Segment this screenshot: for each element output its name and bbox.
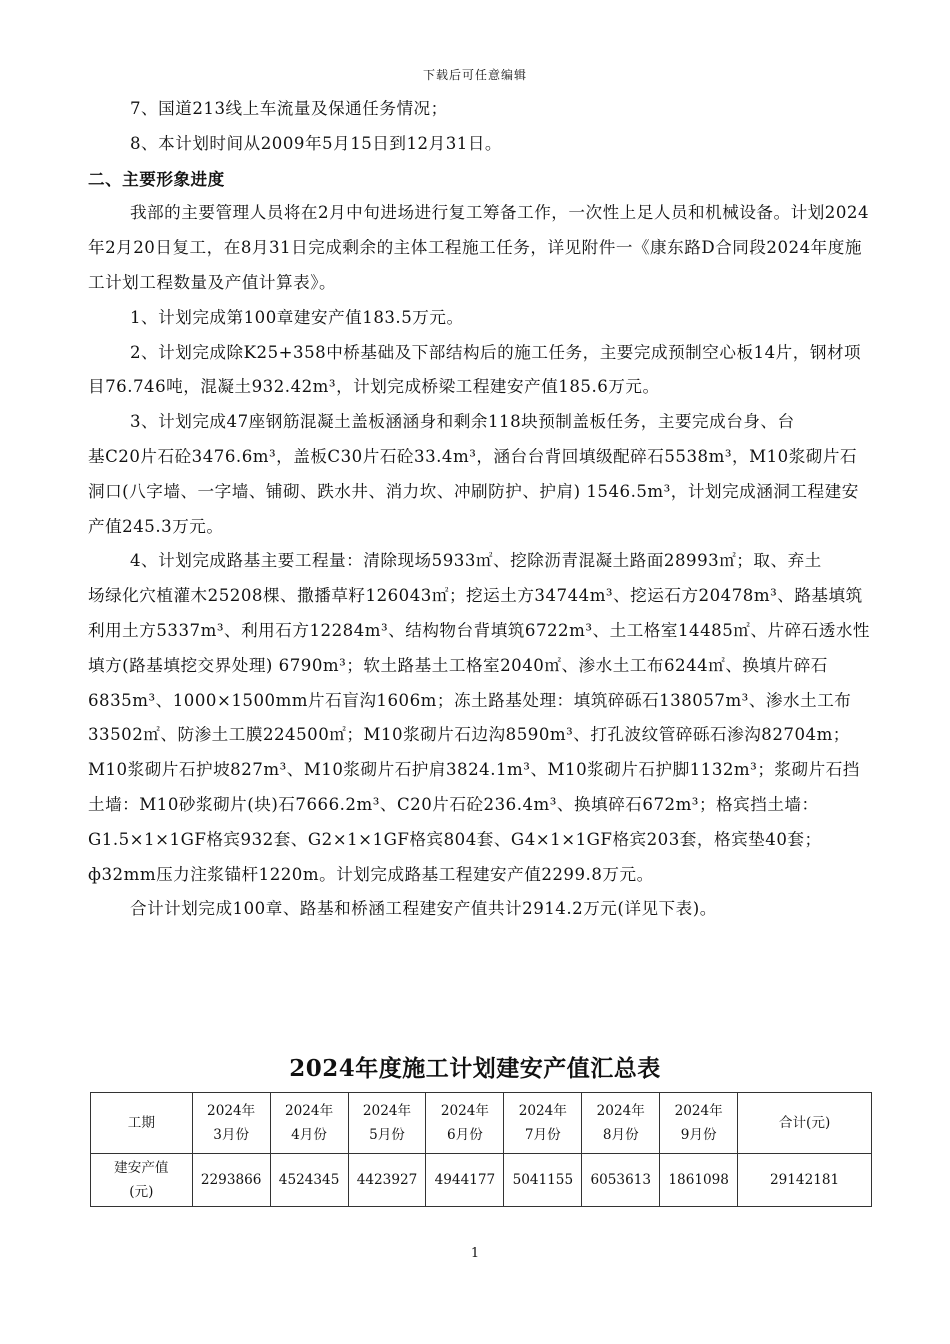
header-cell-march: 2024年 3月份 [192,1093,270,1154]
header-cell-july: 2024年 7月份 [504,1093,582,1154]
header-cell-total: 合计(元) [738,1093,872,1154]
paragraph-item-7: 7、国道213线上车流量及保通任务情况； [130,99,448,118]
paragraph-plan-3-continued: 基C20片石砼3476.6m³，盖板C30片石砼33.4m³，涵台台背回填级配碎石5538m³，M10浆砌片石洞口(八字墙、一字墙、铺砌、跌水井、消力坎、冲刷防护、护肩) 1546.5m³，计划完成涵洞工程建安产值245.3万元。 [88,446,859,536]
header-cell-april: 2024年 4月份 [270,1093,348,1154]
paragraph-total: 合计计划完成100章、路基和桥涵工程建安产值共计2914.2万元(详见下表)。 [130,899,717,919]
value-cell-may: 4423927 [348,1154,426,1207]
header-cell-period: 工期 [91,1093,193,1154]
paragraph-intro: 我部的主要管理人员将在2月中旬进场进行复工筹备工作，一次性上足人员和机械设备。计划2024年2月20日复工，在8月31日完成剩余的主体工程施工任务，详见附件一《康东路D合同段2024年度施工计划工程数量及产值计算表》。 [88,203,870,292]
paragraph-plan-1: 1、计划完成第100章建安产值183.5万元。 [130,307,464,327]
header-cell-june: 2024年 6月份 [426,1093,504,1154]
page-number: 1 [470,1246,480,1261]
section-heading: 二、主要形象进度 [88,168,225,189]
paragraph-plan-4: 4、计划完成路基主要工程量：清除现场5933㎡、挖除沥青混凝土路面28993㎡；取、弃土 [130,551,822,571]
paragraph-plan-4-continued: 场绿化穴植灌木25208棵、撒播草籽126043㎡；挖运土方34744m³、挖运石方20478m³、路基填筑利用土方5337m³、利用石方12284m³、结构物台背填筑6722m³、土工格室14485㎡、片碎石透水性填方(路基填挖交界处理) 6790m³；软土路基土工格室2040㎡、渗水土工布6244㎡、换填片碎石6835m³、1000×1500mm片石盲沟1606m；冻土路基处理：填筑碎砾石138057m³、渗水土工布33502㎡、防渗土工膜224500㎡；M10浆砌片石边沟8590m³、打孔波纹管碎砾石渗沟82704m；M10浆砌片石护坡827m³、M10浆砌片石护肩3824.1m³、M10浆砌片石护脚1132m³；浆砌片石挡土墙：M10砂浆砌片(块)石7666.2m³、C20片石砼236.4m³、换填碎石672m³；格宾挡土墙：G1.5×1×1GF格宾932套、G2×1×1GF格宾804套、G4×1×1GF格宾203套，格宾垫40套；ф32mm压力注浆锚杆1220m。计划完成路基工程建安产值2299.8万元。 [88,586,871,884]
value-cell-august: 6053613 [582,1154,660,1207]
paragraph-plan-3: 3、计划完成47座钢筋混凝土盖板涵涵身和剩余118块预制盖板任务，主要完成台身、台 [130,412,795,432]
header-cell-august: 2024年 8月份 [582,1093,660,1154]
value-cell-april: 4524345 [270,1154,348,1207]
header-cell-september: 2024年 9月份 [660,1093,738,1154]
row-label-cell: 建安产值 (元) [91,1154,193,1207]
value-cell-march: 2293866 [192,1154,270,1207]
paragraph-plan-2: 2、计划完成除K25+358中桥基础及下部结构后的施工任务，主要完成预制空心板14片，钢材项目76.746吨，混凝土932.42m³，计划完成桥梁工程建安产值185.6万元。 [88,342,862,397]
document-body [88,92,872,927]
table-row [91,1154,872,1207]
header-cell-may: 2024年 5月份 [348,1093,426,1154]
summary-table [90,1092,872,1207]
table-header-row [91,1093,872,1154]
table-title: 2024年度施工计划建安产值汇总表 [289,1055,661,1082]
value-cell-total: 29142181 [738,1154,872,1207]
value-cell-september: 1861098 [660,1154,738,1207]
value-cell-june: 4944177 [426,1154,504,1207]
paragraph-item-8: 8、本计划时间从2009年5月15日到12月31日。 [130,133,503,153]
page-header-note: 下载后可任意编辑 [422,68,527,82]
value-cell-july: 5041155 [504,1154,582,1207]
